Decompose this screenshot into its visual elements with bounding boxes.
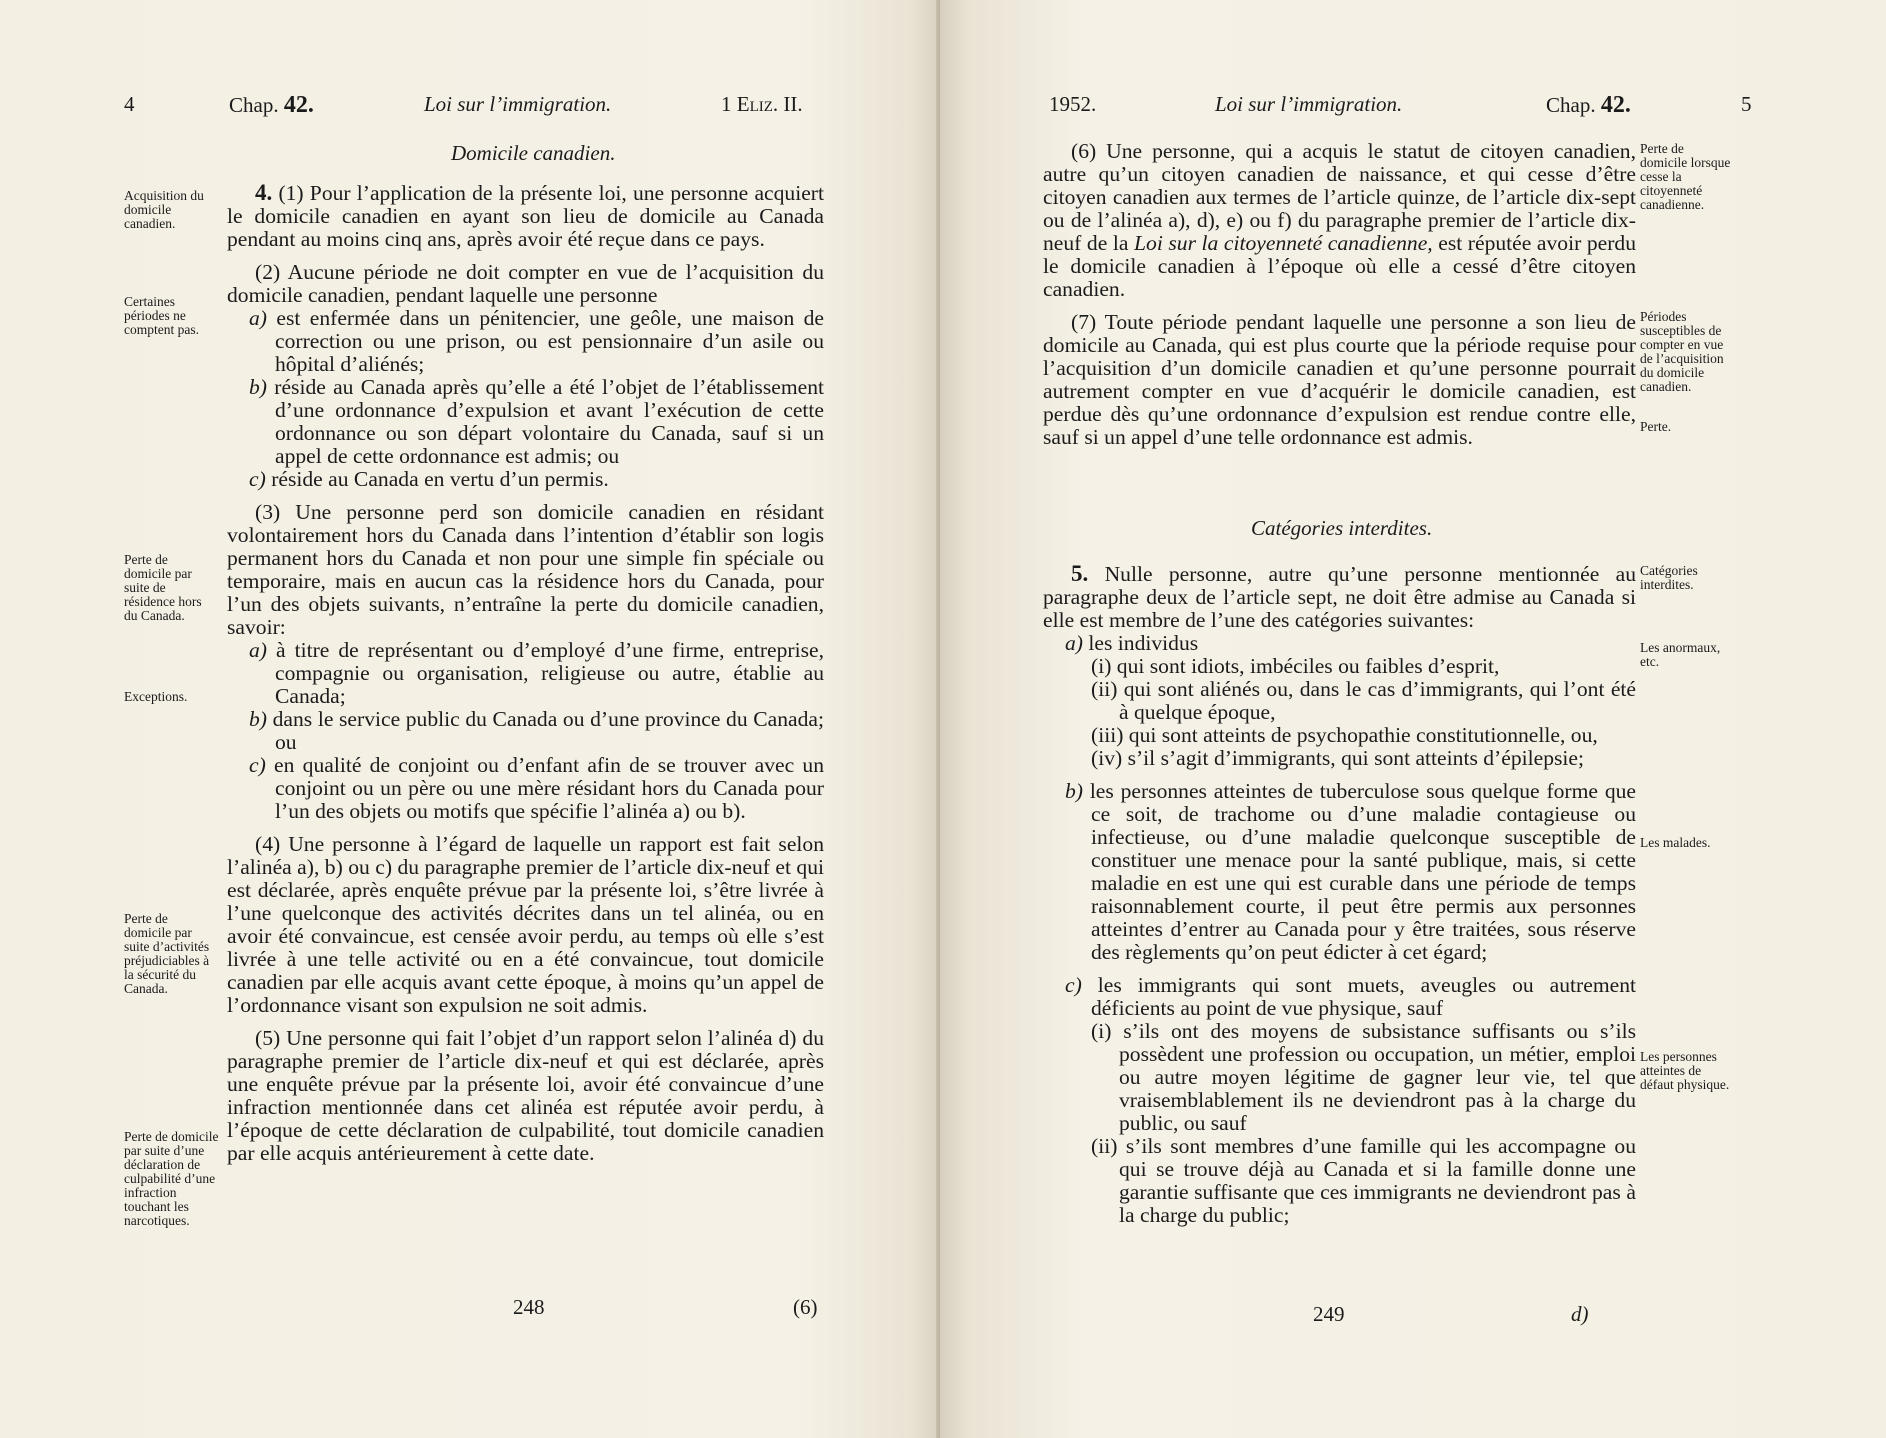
left-page — [0, 0, 940, 1438]
label: c) — [249, 753, 266, 777]
chap-prefix: Chap. — [1546, 93, 1596, 117]
chap-prefix: Chap. — [229, 93, 279, 117]
margin-note-malades: Les malades. — [1640, 835, 1711, 850]
regnal-number: 1 — [721, 92, 732, 116]
text: est enfermée dans un pénitencier, une geôle, une maison de correction ou une prison, ou est pensionnaire d’un asile ou hôpital d’aliénés; — [275, 306, 824, 376]
label: c) — [249, 467, 266, 491]
margin-note-anormaux: Les anormaux, etc. — [1640, 640, 1721, 669]
subsection-4-6-text-a: (6) Une personne, qui a acquis le statut de citoyen canadien, autre qu’un citoyen canadien de naissance, et qui cesse d’être citoyen canadien aux termes de l’article quinze, de l’article dix-sept ou de l’alinéa a), d), e) ou f) du paragraphe premier de l’article dix-neuf de la — [1043, 139, 1636, 255]
text: en qualité de conjoint ou d’enfant afin de se trouver avec un conjoint ou un père ou une mère résidant hors du Canada pour l’un des objets ou motifs que spécifie l’alinéa a) ou b). — [274, 753, 824, 823]
subparagraph-5-a-i: (i) qui sont idiots, imbéciles ou faibles d’esprit, — [1091, 654, 1500, 678]
section-5-intro-text: Nulle personne, autre qu’une personne mentionnée au paragraphe deux de l’article sept, ne doit être admise au Canada si elle est membre de l’une des catégories suivantes: — [1043, 562, 1636, 632]
paragraph-4-3-c — [227, 754, 824, 823]
right-chapter — [1546, 92, 1631, 119]
margin-note-exceptions: Exceptions. — [124, 689, 188, 704]
right-header-year: 1952. — [1049, 92, 1097, 116]
section-5-intro — [1043, 562, 1636, 632]
text: réside au Canada après qu’elle a été l’objet de l’établissement d’une ordonnance d’expulsion et avant l’exécution de cette ordonnance ou son départ volontaire du Canada, sauf si un appel de cette ordonnance est admis; ou — [274, 375, 824, 468]
paragraph-4-2-a — [227, 307, 824, 376]
text: dans le service public du Canada ou d’une province du Canada; ou — [272, 707, 825, 754]
label: b) — [249, 375, 267, 399]
margin-note-perte-narcotiques: Perte de domicile par suite d’une déclaration de culpabilité d’une infraction touchant les narcotiques. — [124, 1129, 219, 1228]
margin-note-defaut-physique: Les personnes atteintes de défaut physique. — [1640, 1049, 1730, 1092]
subsection-4-7: (7) Toute période pendant laquelle une personne a son lieu de domicile au Canada, qui est plus courte que la période requise pour l’acquisition d’un domicile canadien et qu’une personne pourrait autrement compter en vue d’acquérir le domicile canadien, est perdue dès qu’une ordonnance d’expulsion est rendue contre elle, sauf si un appel d’une telle ordonnance est admis. — [1043, 310, 1636, 449]
right-header-title: Loi sur l’immigration. — [1215, 92, 1403, 116]
margin-note-perte-residence: Perte de domicile par suite de résidence hors du Canada. — [124, 552, 202, 623]
left-chapter — [229, 92, 314, 119]
margin-note-perte-activites: Perte de domicile par suite d’activités préjudiciables à la sécurité du Canada. — [124, 911, 210, 996]
right-footer-catchword: d) — [1571, 1302, 1589, 1326]
left-footer-signature: (6) — [793, 1295, 818, 1319]
subsection-4-6 — [1043, 140, 1636, 301]
subparagraph-5-c-ii: (ii) s’ils sont membres d’une famille qui les accompagne ou qui se trouve déjà au Canada et si la famille donne une garantie suffisante que ces immigrants ne deviendront pas à la charge du public; — [1091, 1134, 1636, 1227]
left-regnal-year — [721, 92, 803, 117]
text: les individus — [1088, 631, 1199, 655]
paragraph-4-3-a — [227, 639, 824, 708]
margin-note-acquisition: Acquisition du domicile canadien. — [124, 188, 204, 231]
subparagraph-5-c-i: (i) s’ils ont des moyens de subsistance suffisants ou s’ils possèdent une profession ou occupation, un métier, emploi ou autre moyen légitime de gagner leur vie, tel que vraisemblablement ils ne deviendront pas à la charge du public, ou sauf — [1091, 1019, 1636, 1135]
subparagraph-5-a-iv: (iv) s’il s’agit d’immigrants, qui sont atteints d’épilepsie; — [1091, 746, 1584, 770]
right-body-text-top — [1043, 140, 1636, 455]
label: a) — [249, 638, 267, 662]
subsection-4-6-text-b: est réputée avoir perdu le domicile canadien à l’époque où elle a cessé d’être citoyen canadien. — [1043, 231, 1636, 301]
margin-note-perte-citoyennete: Perte de domicile lorsque cesse la citoyenneté canadienne. — [1640, 141, 1731, 212]
left-page-number: 4 — [124, 92, 135, 116]
paragraph-4-2-b — [227, 376, 824, 468]
subparagraph-5-a-ii: (ii) qui sont aliénés ou, dans le cas d’immigrants, qui l’ont été à quelque époque, — [1091, 677, 1636, 724]
paragraph-4-3-b — [227, 708, 824, 754]
margin-note-periodes: Périodes susceptibles de compter en vue de l’acquisition du domicile canadien. — [1640, 309, 1724, 394]
subsection-4-3: (3) Une personne perd son domicile canadien en résidant volontairement hors du Canada dans l’intention d’établir son logis permanent hors du Canada et non pour une simple fin spéciale ou temporaire, mais en aucun cas la résidence hors du Canada, pour l’un des objets suivants, n’entraîne la perte du domicile canadien, savoir: — [227, 500, 824, 639]
text: les immigrants qui sont muets, aveugles ou autrement déficients au point de vue physique, sauf — [1091, 973, 1636, 1020]
margin-note-perte: Perte. — [1640, 419, 1672, 434]
regnal-name: Eliz. II. — [736, 92, 803, 116]
label: a) — [249, 306, 267, 330]
paragraph-4-2-c — [227, 468, 824, 491]
paragraph-5-a — [1043, 632, 1636, 655]
right-footer-page: 249 — [1313, 1302, 1345, 1326]
subsection-4-1-text: (1) Pour l’application de la présente loi, une personne acquiert le domicile canadien en ayant son lieu de domicile au Canada pendant au moins cinq ans, après avoir été reçue dans ce pays. — [227, 181, 824, 251]
paragraph-5-c — [1043, 974, 1636, 1020]
law-title: Loi sur la citoyenneté canadienne, — [1134, 231, 1433, 255]
left-running-header — [0, 92, 940, 124]
label: a) — [1065, 631, 1083, 655]
left-footer-page: 248 — [513, 1295, 545, 1319]
subsection-4-5: (5) Une personne qui fait l’objet d’un rapport selon l’alinéa d) du paragraphe premier de l’article dix-neuf et qui est déclarée, après une enquête prévue par la présente loi, avoir été convaincue d’une infraction mentionnée dans cet alinéa est réputée avoir perdu, à l’époque de cette déclaration de culpabilité, tout domicile canadien par elle acquis antérieurement à cette date. — [227, 1026, 824, 1165]
section-number-4: 4. — [255, 180, 273, 205]
subsection-4-1 — [227, 181, 824, 251]
subparagraph-5-a-iii: (iii) qui sont atteints de psychopathie constitutionnelle, ou, — [1091, 723, 1598, 747]
chap-number: 42. — [283, 92, 314, 118]
section-number-5: 5. — [1071, 561, 1089, 586]
left-header-title: Loi sur l’immigration. — [424, 92, 612, 116]
left-body-text — [227, 181, 824, 1171]
label: b) — [249, 707, 267, 731]
section-title-categories: Catégories interdites. — [1251, 516, 1433, 540]
subsection-4-2: (2) Aucune période ne doit compter en vue de l’acquisition du domicile canadien, pendant laquelle une personne — [227, 260, 824, 307]
label: c) — [1065, 973, 1082, 997]
margin-note-certaines-periodes: Certaines périodes ne comptent pas. — [124, 294, 199, 337]
right-page — [940, 0, 1886, 1438]
subsection-4-4: (4) Une personne à l’égard de laquelle un rapport est fait selon l’alinéa a), b) ou c) du paragraphe premier de l’article dix-neuf et qui est déclarée, après enquête prévue par la présente loi, s’être livrée à l’une quelconque des activités décrites dans un tel alinéa, ou en avoir été convaincue, est censée avoir perdu, au temps où elle s’est livrée à une telle activité ou en a été convaincue, tout domicile canadien par elle acquis avant cette époque, à moins qu’un appel de l’ordonnance visant son expulsion ne soit admis. — [227, 832, 824, 1017]
paragraph-5-b — [1043, 780, 1636, 964]
right-body-text-bottom — [1043, 562, 1636, 1227]
label: b) — [1065, 779, 1083, 803]
margin-note-categories: Catégories interdites. — [1640, 563, 1698, 592]
text: à titre de représentant ou d’employé d’une firme, entreprise, compagnie ou organisation, religieuse ou autre, établie au Canada; — [275, 638, 824, 708]
text: les personnes atteintes de tuberculose sous quelque forme que ce soit, de trachome ou d’une maladie contagieuse ou infectieuse, ou d’une maladie quelconque susceptible de constituer une menace pour la santé publique, mais, si cette maladie en est une qui est curable dans une période de temps raisonnablement courte, il peut être permis aux personnes atteintes d’entrer au Canada pour y être traitées, sous réserve des règlements qu’on peut édicter à cet égard; — [1089, 779, 1636, 964]
section-title-domicile: Domicile canadien. — [451, 141, 616, 165]
text: réside au Canada en vertu d’un permis. — [271, 467, 609, 491]
right-page-number: 5 — [1741, 92, 1752, 116]
chap-number: 42. — [1600, 92, 1631, 118]
right-running-header — [940, 92, 1886, 124]
